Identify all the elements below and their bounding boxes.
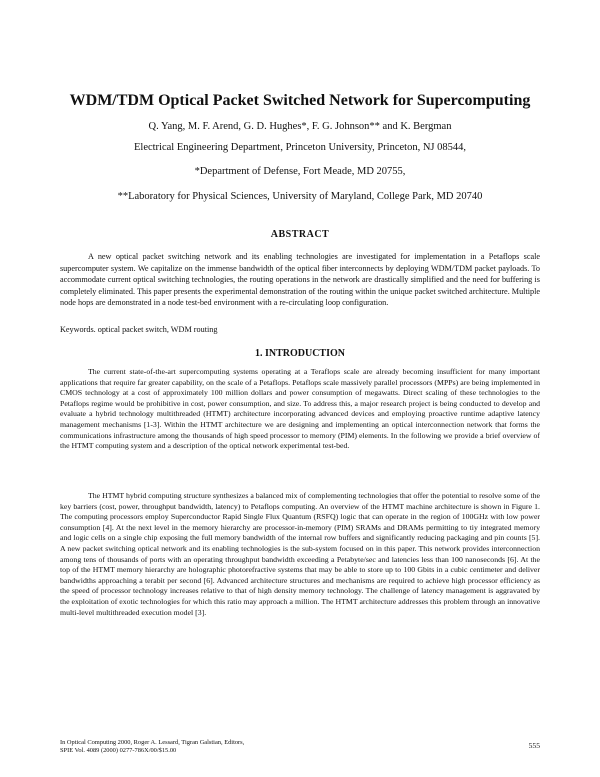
affiliation-princeton: Electrical Engineering Department, Princeton University, Princeton, NJ 08544, [133, 142, 467, 153]
footer-line-spie: SPIE Vol. 4089 (2000) 0277-786X/00/$15.00 [60, 746, 177, 754]
abstract-text: A new optical packet switching network and its enabling technologies are investigated for implementation in a Petaflops scale supercomputer system. We capitalize on the immense bandwidth of the optical fiber interconnects by deploying WDM/TDM packet payloads. To accommodate current optical switching technologies, the routing operations in the network are drastically simplified and the need for buffering is completely eliminated. This paper presents the experimental demonstration of the routing within the unique packet switched architecture. Multiple node hops are demonstrated in a node test-bed environment with a re-circulating loop configuration. [60, 252, 540, 308]
keywords: Keywords. optical packet switch, WDM routing [60, 325, 218, 334]
author-list: Q. Yang, M. F. Arend, G. D. Hughes*, F. G. Johnson** and K. Bergman [148, 121, 452, 132]
affiliation-lps: **Laboratory for Physical Sciences, University of Maryland, College Park, MD 20740 [117, 191, 483, 202]
section-heading-introduction: 1. INTRODUCTION [254, 348, 345, 359]
introduction-paragraph-2: The HTMT hybrid computing structure synthesizes a balanced mix of complementing technologies that offer the potential to resolve some of the key barriers (cost, power, throughput bandwidth, latency) to Petaflops computing. An overview of the HTMT machine architecture is shown in Figure 1. The computing processors employ Superconductor Rapid Single Flux Quantum (RSFQ) logic that can operate in the region of 100GHz with low power consumption [4]. At the next level in the memory hierarchy are processor-in-memory (PIM) SRAMs and DRAMs permitting to tiy integrated memory and logic cells on a single chip exposing the full memory bandwidth of the internal row buffers and significantly reducing packaging and pin counts [5]. A new packet switching optical network and its enabling technologies is the sub-system focused on in this paper. This network provides interconnection among tens of thousands of ports with an operating throughput bandwidth exceeding a Petabyte/sec and latencies less than 100 nanoseconds [6]. At the top of the HTMT memory hierarchy are holographic photorefractive systems that may be able to store up to 100 Gbits in a cubic centimeter and deliver bandwidths approaching a terabit per second [6]. Advanced architecture structures and mechanisms are required to achieve high processor efficiency as the speed of processor technology increases relative to that of high density memory technology. The challenge of latency management is aggravated by the exploitation of exotic technologies for which this ratio may approach a million. The HTMT architecture addresses this problem through an innovative multi-level multithreaded execution model [3]. [60, 491, 540, 617]
publication-footer [60, 739, 540, 754]
abstract-heading: ABSTRACT [270, 229, 330, 240]
paper-title: WDM/TDM Optical Packet Switched Network for Supercomputing [69, 92, 531, 109]
affiliation-dod: *Department of Defense, Fort Meade, MD 20755, [194, 166, 406, 177]
footer-line-proceedings: In Optical Computing 2000, Roger A. Lessard, Tigran Galstian, Editors, [60, 739, 245, 746]
introduction-paragraph-1: The current state-of-the-art supercomputing systems operating at a Teraflops scale are already becoming insufficient for many important applications that require far greater capability, on the scale of a Petaflops. Petaflops scale massively parallel processors (MPPs) are being implemented in CMOS technology at a cost of approximately 100 million dollars and power consumption of megawatts. Direct scaling of these technologies to the Petaflops regime would be prohibitive in cost, power consumption, and size. To address this, a major research project is being conducted to develop and evaluate a hybrid technology multithreaded (HTMT) architecture incorporating advanced devices and employing proactive runtime adaptive latency management mechanisms [1-3]. Within the HTMT architecture we are designing and implementing an optical interconnection network that forms the communications infrastructure among the thousands of high speed processor to memory (PIM) elements. In the following we provide a brief overview of the HTMT computing system and a description of the optical network experimental test-bed. [60, 367, 540, 451]
page-number: 555 [528, 741, 540, 750]
